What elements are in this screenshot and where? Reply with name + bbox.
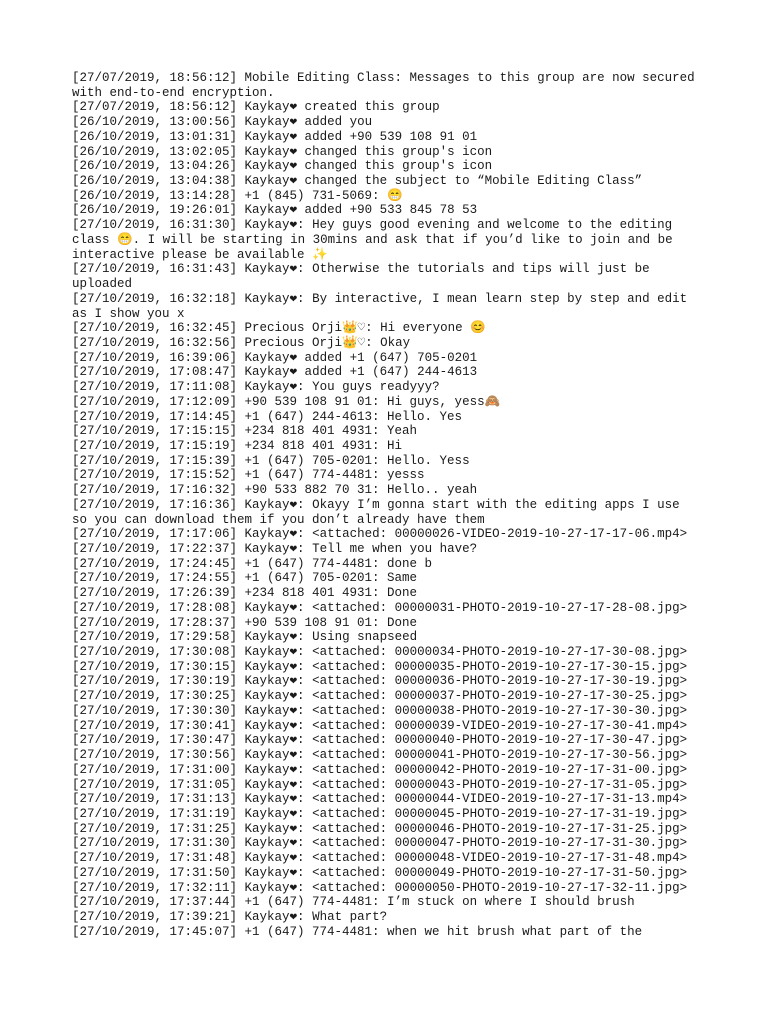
chat-message: [26/10/2019, 13:04:26] Kaykay❤ changed this group's icon <box>72 159 493 174</box>
chat-message: [27/10/2019, 17:15:39] +1 (647) 705-0201: Hello. Yess <box>72 453 470 468</box>
chat-message: [27/10/2019, 17:31:30] Kaykay❤: <attached: 00000047-PHOTO-2019-10-27-17-31-30.jpg> <box>72 836 688 851</box>
chat-message: [27/10/2019, 17:30:56] Kaykay❤: <attached: 00000041-PHOTO-2019-10-27-17-30-56.jpg> <box>72 748 688 763</box>
chat-message: [27/10/2019, 17:26:39] +234 818 401 4931: Done <box>72 586 418 601</box>
chat-message: [27/10/2019, 17:30:19] Kaykay❤: <attached: 00000036-PHOTO-2019-10-27-17-30-19.jpg> <box>72 674 688 689</box>
chat-message: [27/10/2019, 17:24:55] +1 (647) 705-0201: Same <box>72 571 418 586</box>
chat-message: [27/10/2019, 17:30:08] Kaykay❤: <attached: 00000034-PHOTO-2019-10-27-17-30-08.jpg> <box>72 645 688 660</box>
chat-message: [27/10/2019, 17:16:32] +90 533 882 70 31: Hello.. yeah <box>72 483 478 498</box>
chat-message: [27/10/2019, 17:37:44] +1 (647) 774-4481: I’m stuck on where I should brush <box>72 895 635 910</box>
chat-message: [27/10/2019, 17:30:30] Kaykay❤: <attached: 00000038-PHOTO-2019-10-27-17-30-30.jpg> <box>72 703 688 718</box>
chat-message: [27/10/2019, 17:30:15] Kaykay❤: <attached: 00000035-PHOTO-2019-10-27-17-30-15.jpg> <box>72 659 688 674</box>
chat-message: [27/10/2019, 17:31:00] Kaykay❤: <attached: 00000042-PHOTO-2019-10-27-17-31-00.jpg> <box>72 762 688 777</box>
chat-message: [27/10/2019, 17:12:09] +90 539 108 91 01: Hi guys, yess🙈 <box>72 394 501 409</box>
chat-message: [27/10/2019, 17:22:37] Kaykay❤: Tell me when you have? <box>72 542 478 556</box>
chat-message: [27/10/2019, 17:31:48] Kaykay❤: <attached: 00000048-VIDEO-2019-10-27-17-31-48.mp4> <box>72 851 688 866</box>
chat-message: [27/10/2019, 16:31:30] Kaykay❤: Hey guys good evening and welcome to the editing class 😁. I will be starting in 30mins and ask that if you’d like to join and be interactive please be available ✨ <box>72 218 681 262</box>
chat-message: [26/10/2019, 19:26:01] Kaykay❤ added +90 533 845 78 53 <box>72 203 478 218</box>
chat-message: [27/10/2019, 17:32:11] Kaykay❤: <attached: 00000050-PHOTO-2019-10-27-17-32-11.jpg> <box>72 880 688 895</box>
chat-message: [26/10/2019, 13:00:56] Kaykay❤ added you <box>72 115 373 130</box>
chat-message: [27/10/2019, 17:30:41] Kaykay❤: <attached: 00000039-VIDEO-2019-10-27-17-30-41.mp4> <box>72 718 688 733</box>
chat-message: [26/10/2019, 13:02:05] Kaykay❤ changed this group's icon <box>72 144 493 159</box>
chat-message: [26/10/2019, 13:01:31] Kaykay❤ added +90 539 108 91 01 <box>72 129 478 144</box>
chat-message: [27/10/2019, 17:31:05] Kaykay❤: <attached: 00000043-PHOTO-2019-10-27-17-31-05.jpg> <box>72 777 688 792</box>
chat-message: [27/10/2019, 17:16:36] Kaykay❤: Okayy I’m gonna start with the editing apps I use so you can download them if you don’t already have them <box>72 497 688 527</box>
chat-message: [27/10/2019, 17:15:19] +234 818 401 4931: Hi <box>72 438 403 453</box>
chat-message: [26/10/2019, 13:14:28] +1 (845) 731-5069: 😁 <box>72 188 403 203</box>
chat-message: [27/07/2019, 18:56:12] Mobile Editing Class: Messages to this group are now secured with end-to-end encryption. <box>72 71 703 100</box>
chat-message: [27/10/2019, 16:32:18] Kaykay❤: By interactive, I mean learn step by step and edit as I show you x <box>72 291 695 321</box>
chat-message: [27/10/2019, 17:15:52] +1 (647) 774-4481: yesss <box>72 468 425 483</box>
chat-message: [27/10/2019, 17:39:21] Kaykay❤: What part? <box>72 909 388 924</box>
chat-message: [27/10/2019, 17:17:06] Kaykay❤: <attached: 00000026-VIDEO-2019-10-27-17-17-06.mp4> <box>72 527 688 542</box>
chat-message: [27/10/2019, 17:30:25] Kaykay❤: <attached: 00000037-PHOTO-2019-10-27-17-30-25.jpg> <box>72 689 688 704</box>
chat-log-document <box>72 71 702 939</box>
chat-message: [27/10/2019, 17:31:25] Kaykay❤: <attached: 00000046-PHOTO-2019-10-27-17-31-25.jpg> <box>72 821 688 836</box>
chat-message: [27/10/2019, 17:45:07] +1 (647) 774-4481: when we hit brush what part of the <box>72 924 643 939</box>
chat-message: [26/10/2019, 13:04:38] Kaykay❤ changed the subject to “Mobile Editing Class” <box>72 174 643 189</box>
chat-message: [27/10/2019, 17:29:58] Kaykay❤: Using snapseed <box>72 630 418 645</box>
chat-message: [27/10/2019, 17:28:37] +90 539 108 91 01: Done <box>72 615 418 630</box>
chat-message: [27/10/2019, 16:32:56] Precious Orji👑♡: Okay <box>72 335 411 350</box>
chat-message: [27/10/2019, 17:31:19] Kaykay❤: <attached: 00000045-PHOTO-2019-10-27-17-31-19.jpg> <box>72 806 688 821</box>
chat-message: [27/10/2019, 17:24:45] +1 (647) 774-4481: done b <box>72 556 433 571</box>
chat-message: [27/07/2019, 18:56:12] Kaykay❤ created this group <box>72 100 440 115</box>
chat-message: [27/10/2019, 17:31:50] Kaykay❤: <attached: 00000049-PHOTO-2019-10-27-17-31-50.jpg> <box>72 865 688 880</box>
chat-message: [27/10/2019, 17:31:13] Kaykay❤: <attached: 00000044-VIDEO-2019-10-27-17-31-13.mp4> <box>72 792 688 807</box>
chat-message: [27/10/2019, 17:28:08] Kaykay❤: <attached: 00000031-PHOTO-2019-10-27-17-28-08.jpg> <box>72 600 688 615</box>
chat-message: [27/10/2019, 17:15:15] +234 818 401 4931: Yeah <box>72 424 418 439</box>
chat-message: [27/10/2019, 17:11:08] Kaykay❤: You guys readyyy? <box>72 380 440 395</box>
chat-message: [27/10/2019, 17:08:47] Kaykay❤ added +1 (647) 244-4613 <box>72 365 478 380</box>
chat-message: [27/10/2019, 16:31:43] Kaykay❤: Otherwise the tutorials and tips will just be uploaded <box>72 262 658 292</box>
chat-message: [27/10/2019, 16:32:45] Precious Orji👑♡: Hi everyone 😊 <box>72 321 486 336</box>
chat-message: [27/10/2019, 17:30:47] Kaykay❤: <attached: 00000040-PHOTO-2019-10-27-17-30-47.jpg> <box>72 733 688 748</box>
chat-message: [27/10/2019, 17:14:45] +1 (647) 244-4613: Hello. Yes <box>72 409 463 424</box>
chat-message: [27/10/2019, 16:39:06] Kaykay❤ added +1 (647) 705-0201 <box>72 350 478 365</box>
